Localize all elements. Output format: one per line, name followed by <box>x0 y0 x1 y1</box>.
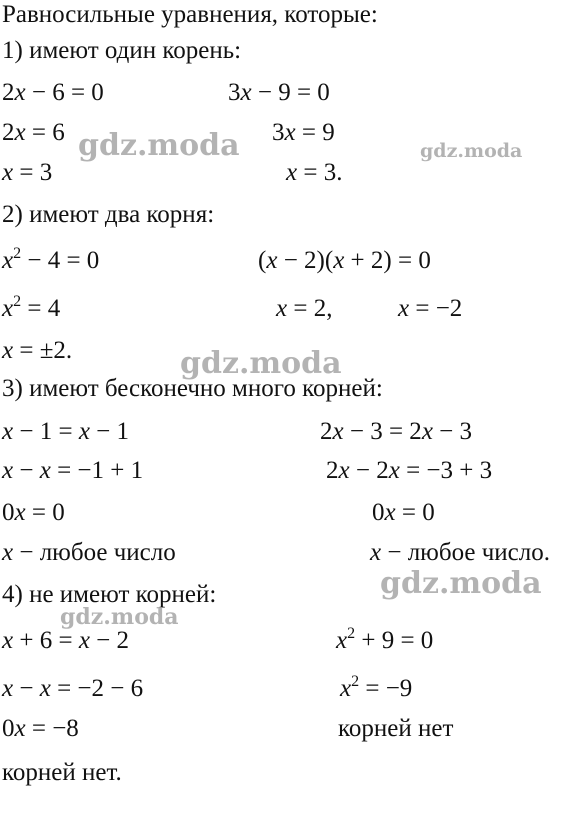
section-3-right-eq-2: 2x − 2x = −3 + 3 <box>326 457 493 484</box>
section-4-left-eq-2: x − x = −2 − 6 <box>2 675 144 702</box>
section-4-right-eq-1: $x^2 + 9 = 0$ <box>336 625 434 654</box>
section-3-left-eq-4: x − любое число <box>2 539 176 566</box>
section-1-right-eq-1: 3x − 9 = 0 <box>228 79 330 106</box>
section-3-left-eq-1: x − 1 = x − 1 <box>2 418 130 445</box>
section-3-left-eq-2: x − x = −1 + 1 <box>2 457 144 484</box>
section-1-left-eq-3: x = 3 <box>2 159 53 186</box>
section-3-right-eq-4: x − любое число. <box>370 539 551 566</box>
section-3-left-eq-3: 0x = 0 <box>2 499 65 526</box>
watermark: gdz.moda <box>78 128 240 163</box>
section-2-right-eq-1: (x − 2)(x + 2) = 0 <box>258 247 431 274</box>
section-3-right-eq-3: 0x = 0 <box>372 499 435 526</box>
section-4-left-eq-3: 0x = −8 <box>2 715 79 742</box>
section-2-left-eq-3: x = ±2. <box>2 337 73 364</box>
watermark: gdz.moda <box>380 566 542 601</box>
section-2-left-eq-1: $x^2 - 4 = 0$ <box>2 245 100 274</box>
page-title: Равносильные уравнения, которые: <box>2 1 378 28</box>
section-4-right-eq-2: $x^2 = -9$ <box>340 673 413 702</box>
section-4-left-eq-1: x + 6 = x − 2 <box>2 627 130 654</box>
section-2-heading: 2) имеют два корня: <box>2 201 215 228</box>
section-4-left-eq-4: корней нет. <box>2 759 122 786</box>
section-1-left-eq-2: 2x = 6 <box>2 119 65 146</box>
section-1-right-eq-3: x = 3. <box>286 159 343 186</box>
section-2-right-eq-3: x = −2 <box>398 295 463 322</box>
section-3-heading: 3) имеют бесконечно много корней: <box>2 375 383 402</box>
section-4-right-eq-3: корней нет <box>338 715 454 742</box>
section-1-left-eq-1: 2x − 6 = 0 <box>2 79 104 106</box>
section-1-right-eq-2: 3x = 9 <box>272 119 335 146</box>
watermark: gdz.moda <box>60 604 179 630</box>
watermark: gdz.moda <box>180 346 342 381</box>
section-4-heading: 4) не имеют корней: <box>2 581 217 608</box>
section-1-heading: 1) имеют один корень: <box>2 37 242 64</box>
section-2-right-eq-2: x = 2, <box>276 295 333 322</box>
section-3-right-eq-1: 2x − 3 = 2x − 3 <box>320 418 473 445</box>
section-2-left-eq-2: $x^2 = 4$ <box>2 293 61 322</box>
watermark: gdz.moda <box>420 140 523 162</box>
